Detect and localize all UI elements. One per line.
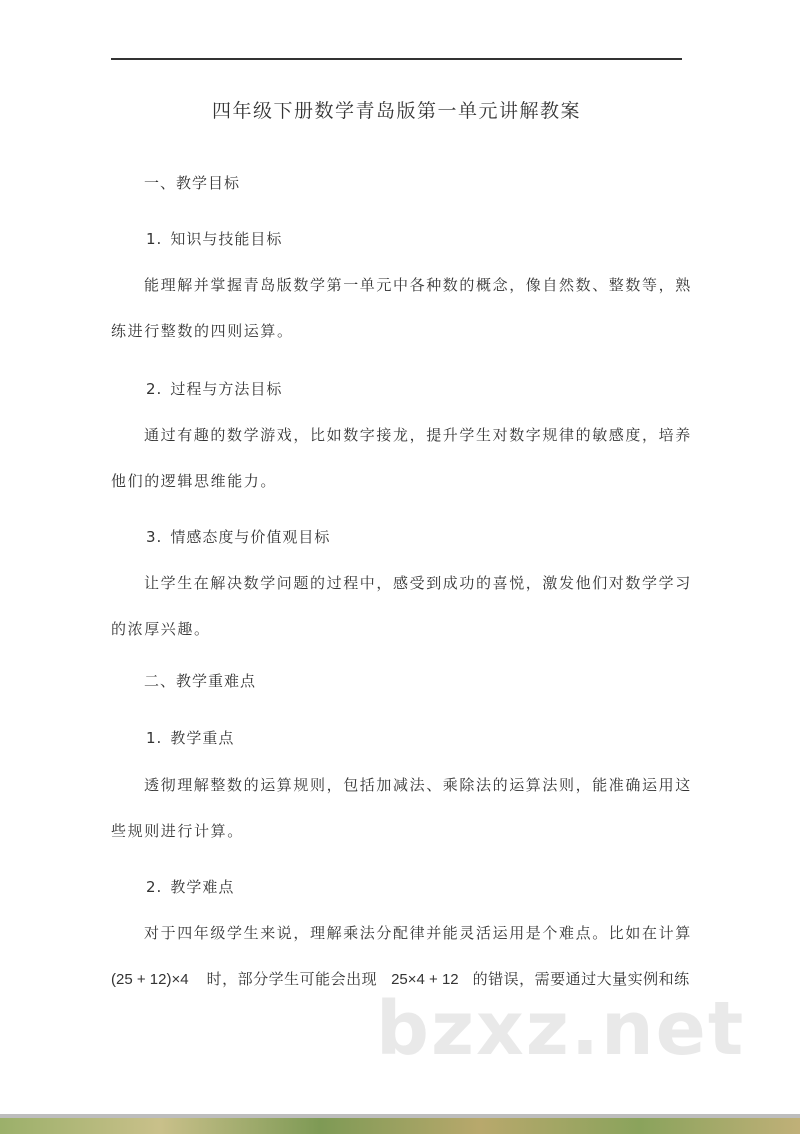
subheading-number: 1. [146, 230, 163, 248]
paragraph-line: 能理解并掌握青岛版数学第一单元中各种数的概念，像自然数、整数等，熟 [144, 276, 692, 294]
subheading-key-point [111, 727, 717, 748]
subheading-number: 3. [146, 528, 163, 546]
paragraph-line: 他们的逻辑思维能力。 [111, 472, 278, 490]
header-rule [111, 58, 682, 60]
subheading-label: 教学难点 [170, 878, 235, 896]
section-heading-key-points: 二、教学重难点 [144, 672, 257, 690]
paragraph-line: 些规则进行计算。 [111, 822, 244, 840]
subheading-knowledge-goal [111, 228, 717, 249]
subheading-label: 教学重点 [170, 729, 235, 747]
subheading-process-goal [111, 378, 717, 399]
formula-expression: (25 + 12)×4 [111, 971, 189, 988]
paragraph-line: 的浓厚兴趣。 [111, 620, 211, 638]
paragraph-line: 通过有趣的数学游戏，比如数字接龙，提升学生对数字规律的敏感度，培养 [144, 426, 692, 444]
document-title: 四年级下册数学青岛版第一单元讲解教案 [211, 100, 581, 122]
paragraph-text: 时，部分学生可能会出现 [206, 970, 378, 988]
subheading-difficulty [111, 876, 717, 897]
paragraph-text: 的错误，需要通过大量实例和练 [472, 970, 690, 988]
subheading-label: 知识与技能目标 [170, 230, 283, 248]
paragraph-process-goal [111, 412, 692, 504]
subheading-number: 2. [146, 878, 163, 896]
subheading-number: 2. [146, 380, 163, 398]
watermark: bzxz.net [376, 986, 746, 1072]
paragraph-knowledge-goal [111, 262, 692, 354]
paragraph-emotion-goal [111, 560, 692, 652]
paragraph-key-point [111, 762, 692, 854]
subheading-label: 情感态度与价值观目标 [170, 528, 331, 546]
page-bottom-strip [0, 1118, 800, 1134]
paragraph-line: 让学生在解决数学问题的过程中，感受到成功的喜悦，激发他们对数学学习 [144, 574, 692, 592]
formula-expression: 25×4 + 12 [391, 971, 459, 988]
paragraph-line: 练进行整数的四则运算。 [111, 322, 294, 340]
paragraph-line: 对于四年级学生来说，理解乘法分配律并能灵活运用是个难点。比如在计算 [144, 924, 692, 942]
section-heading-goals: 一、教学目标 [144, 174, 241, 192]
paragraph-line: 透彻理解整数的运算规则，包括加减法、乘除法的运算法则，能准确运用这 [144, 776, 692, 794]
subheading-emotion-goal [111, 526, 717, 547]
subheading-number: 1. [146, 729, 163, 747]
subheading-label: 过程与方法目标 [170, 380, 283, 398]
